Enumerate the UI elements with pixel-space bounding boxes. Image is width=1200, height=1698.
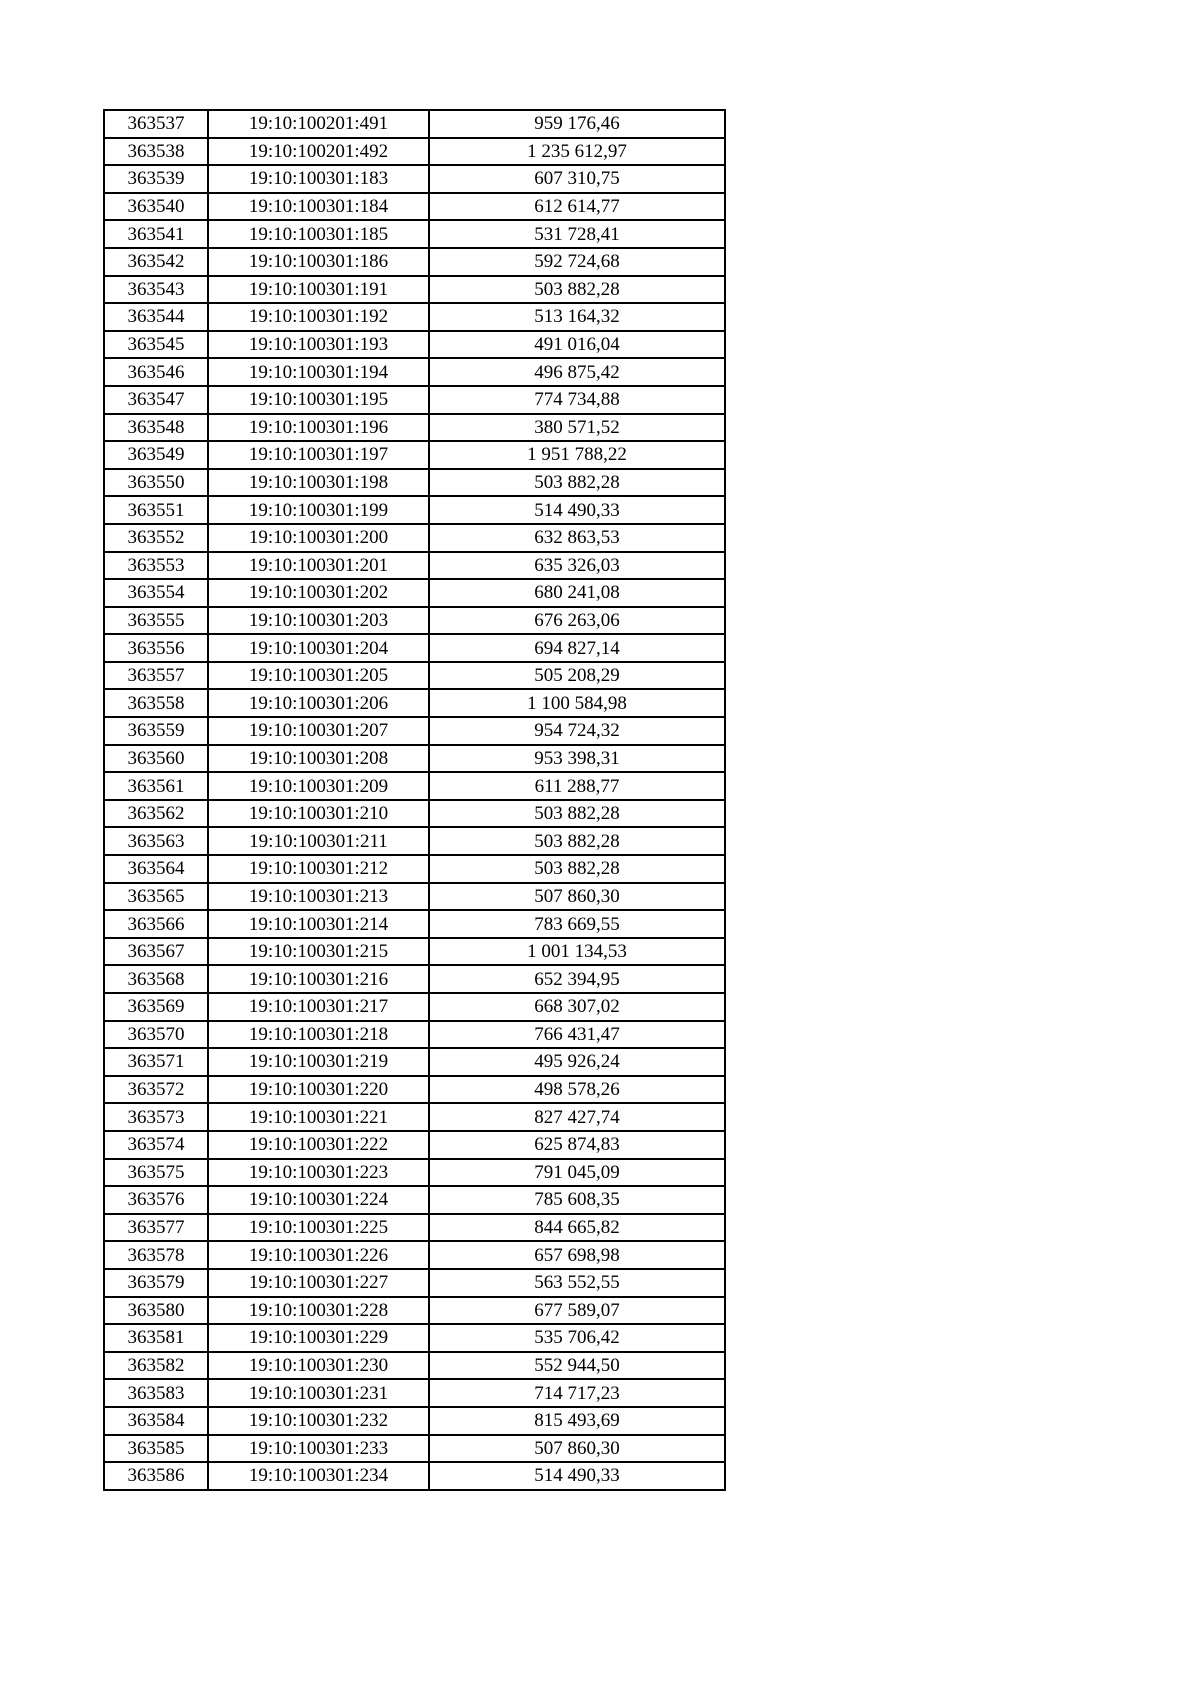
- row-number-cell: 363561: [104, 772, 208, 800]
- cadastral-number-cell: 19:10:100301:234: [208, 1462, 429, 1490]
- cadastral-number-cell: 19:10:100301:215: [208, 938, 429, 966]
- cadastral-value-cell: 844 665,82: [429, 1214, 725, 1242]
- cadastral-value-cell: 563 552,55: [429, 1269, 725, 1297]
- row-number-cell: 363581: [104, 1324, 208, 1352]
- row-number-cell: 363538: [104, 138, 208, 166]
- cadastral-value-cell: 535 706,42: [429, 1324, 725, 1352]
- row-number-cell: 363575: [104, 1159, 208, 1187]
- cadastral-number-cell: 19:10:100301:193: [208, 331, 429, 359]
- cadastral-number-cell: 19:10:100301:211: [208, 827, 429, 855]
- row-number-cell: 363546: [104, 358, 208, 386]
- table-row: [104, 827, 725, 855]
- cadastral-value-cell: 495 926,24: [429, 1048, 725, 1076]
- table-row: [104, 331, 725, 359]
- row-number-cell: 363574: [104, 1131, 208, 1159]
- table-row: [104, 1297, 725, 1325]
- cadastral-number-cell: 19:10:100301:221: [208, 1103, 429, 1131]
- row-number-cell: 363572: [104, 1076, 208, 1104]
- row-number-cell: 363544: [104, 303, 208, 331]
- cadastral-value-cell: 959 176,46: [429, 110, 725, 138]
- table-row: [104, 772, 725, 800]
- table-row: [104, 1352, 725, 1380]
- table-row: [104, 993, 725, 1021]
- row-number-cell: 363565: [104, 883, 208, 911]
- table-row: [104, 414, 725, 442]
- row-number-cell: 363562: [104, 800, 208, 828]
- cadastral-number-cell: 19:10:100301:233: [208, 1435, 429, 1463]
- cadastral-value-cell: 774 734,88: [429, 386, 725, 414]
- cadastral-value-cell: 635 326,03: [429, 552, 725, 580]
- cadastral-number-cell: 19:10:100301:216: [208, 965, 429, 993]
- cadastral-value-cell: 1 100 584,98: [429, 689, 725, 717]
- cadastral-value-cell: 496 875,42: [429, 358, 725, 386]
- cadastral-value-cell: 680 241,08: [429, 579, 725, 607]
- table-row: [104, 1159, 725, 1187]
- table-row: [104, 248, 725, 276]
- table-row: [104, 1021, 725, 1049]
- row-number-cell: 363545: [104, 331, 208, 359]
- table-row: [104, 165, 725, 193]
- cadastral-number-cell: 19:10:100301:213: [208, 883, 429, 911]
- cadastral-number-cell: 19:10:100301:186: [208, 248, 429, 276]
- cadastral-number-cell: 19:10:100301:219: [208, 1048, 429, 1076]
- table-row: [104, 441, 725, 469]
- row-number-cell: 363551: [104, 496, 208, 524]
- row-number-cell: 363550: [104, 469, 208, 497]
- row-number-cell: 363548: [104, 414, 208, 442]
- cadastral-number-cell: 19:10:100301:222: [208, 1131, 429, 1159]
- table-row: [104, 800, 725, 828]
- cadastral-value-cell: 652 394,95: [429, 965, 725, 993]
- cadastral-value-cell: 714 717,23: [429, 1379, 725, 1407]
- table-row: [104, 717, 725, 745]
- cadastral-value-cell: 507 860,30: [429, 1435, 725, 1463]
- cadastral-value-cell: 514 490,33: [429, 1462, 725, 1490]
- cadastral-value-cell: 514 490,33: [429, 496, 725, 524]
- cadastral-number-cell: 19:10:100301:229: [208, 1324, 429, 1352]
- cadastral-number-cell: 19:10:100301:201: [208, 552, 429, 580]
- cadastral-value-cell: 668 307,02: [429, 993, 725, 1021]
- row-number-cell: 363582: [104, 1352, 208, 1380]
- cadastral-value-cell: 1 951 788,22: [429, 441, 725, 469]
- table-row: [104, 1324, 725, 1352]
- cadastral-number-cell: 19:10:100301:203: [208, 607, 429, 635]
- table-row: [104, 1186, 725, 1214]
- cadastral-number-cell: 19:10:100301:225: [208, 1214, 429, 1242]
- row-number-cell: 363570: [104, 1021, 208, 1049]
- table-row: [104, 579, 725, 607]
- table-row: [104, 138, 725, 166]
- row-number-cell: 363554: [104, 579, 208, 607]
- row-number-cell: 363578: [104, 1241, 208, 1269]
- table-row: [104, 386, 725, 414]
- row-number-cell: 363564: [104, 855, 208, 883]
- cadastral-number-cell: 19:10:100201:491: [208, 110, 429, 138]
- cadastral-value-cell: 694 827,14: [429, 634, 725, 662]
- cadastral-value-cell: 531 728,41: [429, 220, 725, 248]
- row-number-cell: 363556: [104, 634, 208, 662]
- row-number-cell: 363567: [104, 938, 208, 966]
- row-number-cell: 363542: [104, 248, 208, 276]
- table-row: [104, 358, 725, 386]
- table-row: [104, 1435, 725, 1463]
- cadastral-number-cell: 19:10:100301:210: [208, 800, 429, 828]
- cadastral-number-cell: 19:10:100301:208: [208, 745, 429, 773]
- table-row: [104, 496, 725, 524]
- table-row: [104, 276, 725, 304]
- cadastral-number-cell: 19:10:100301:224: [208, 1186, 429, 1214]
- row-number-cell: 363569: [104, 993, 208, 1021]
- row-number-cell: 363584: [104, 1407, 208, 1435]
- cadastral-value-cell: 503 882,28: [429, 276, 725, 304]
- cadastral-value-cell: 676 263,06: [429, 607, 725, 635]
- cadastral-value-cell: 503 882,28: [429, 855, 725, 883]
- cadastral-value-cell: 632 863,53: [429, 524, 725, 552]
- cadastral-value-cell: 1 235 612,97: [429, 138, 725, 166]
- row-number-cell: 363555: [104, 607, 208, 635]
- row-number-cell: 363563: [104, 827, 208, 855]
- cadastral-number-cell: 19:10:100301:232: [208, 1407, 429, 1435]
- cadastral-value-cell: 677 589,07: [429, 1297, 725, 1325]
- cadastral-value-cell: 954 724,32: [429, 717, 725, 745]
- cadastral-number-cell: 19:10:100301:220: [208, 1076, 429, 1104]
- cadastral-number-cell: 19:10:100301:228: [208, 1297, 429, 1325]
- row-number-cell: 363576: [104, 1186, 208, 1214]
- table-row: [104, 689, 725, 717]
- cadastral-value-cell: 611 288,77: [429, 772, 725, 800]
- cadastral-number-cell: 19:10:100301:192: [208, 303, 429, 331]
- cadastral-value-cell: 507 860,30: [429, 883, 725, 911]
- cadastral-number-cell: 19:10:100301:202: [208, 579, 429, 607]
- cadastral-value-cell: 815 493,69: [429, 1407, 725, 1435]
- table-row: [104, 883, 725, 911]
- row-number-cell: 363553: [104, 552, 208, 580]
- row-number-cell: 363557: [104, 662, 208, 690]
- table-row: [104, 1076, 725, 1104]
- cadastral-value-cell: 503 882,28: [429, 469, 725, 497]
- cadastral-value-cell: 552 944,50: [429, 1352, 725, 1380]
- cadastral-value-cell: 503 882,28: [429, 800, 725, 828]
- row-number-cell: 363559: [104, 717, 208, 745]
- row-number-cell: 363585: [104, 1435, 208, 1463]
- table-row: [104, 110, 725, 138]
- cadastral-number-cell: 19:10:100301:184: [208, 193, 429, 221]
- cadastral-value-cell: 503 882,28: [429, 827, 725, 855]
- cadastral-number-cell: 19:10:100301:217: [208, 993, 429, 1021]
- row-number-cell: 363540: [104, 193, 208, 221]
- row-number-cell: 363579: [104, 1269, 208, 1297]
- table-row: [104, 193, 725, 221]
- cadastral-value-cell: 766 431,47: [429, 1021, 725, 1049]
- cadastral-number-cell: 19:10:100201:492: [208, 138, 429, 166]
- row-number-cell: 363566: [104, 910, 208, 938]
- cadastral-value-cell: 380 571,52: [429, 414, 725, 442]
- cadastral-value-cell: 498 578,26: [429, 1076, 725, 1104]
- row-number-cell: 363586: [104, 1462, 208, 1490]
- cadastral-value-cell: 785 608,35: [429, 1186, 725, 1214]
- cadastral-value-cell: 505 208,29: [429, 662, 725, 690]
- cadastral-value-cell: 625 874,83: [429, 1131, 725, 1159]
- table-row: [104, 220, 725, 248]
- table-row: [104, 662, 725, 690]
- row-number-cell: 363583: [104, 1379, 208, 1407]
- table-row: [104, 303, 725, 331]
- cadastral-number-cell: 19:10:100301:205: [208, 662, 429, 690]
- table-row: [104, 1462, 725, 1490]
- row-number-cell: 363571: [104, 1048, 208, 1076]
- cadastral-number-cell: 19:10:100301:197: [208, 441, 429, 469]
- row-number-cell: 363552: [104, 524, 208, 552]
- table-row: [104, 1214, 725, 1242]
- row-number-cell: 363560: [104, 745, 208, 773]
- row-number-cell: 363573: [104, 1103, 208, 1131]
- cadastral-value-table: [103, 109, 726, 1491]
- row-number-cell: 363558: [104, 689, 208, 717]
- table-row: [104, 607, 725, 635]
- cadastral-number-cell: 19:10:100301:198: [208, 469, 429, 497]
- table-row: [104, 965, 725, 993]
- table-row: [104, 910, 725, 938]
- cadastral-value-cell: 827 427,74: [429, 1103, 725, 1131]
- row-number-cell: 363549: [104, 441, 208, 469]
- cadastral-number-cell: 19:10:100301:195: [208, 386, 429, 414]
- cadastral-number-cell: 19:10:100301:209: [208, 772, 429, 800]
- table-row: [104, 1379, 725, 1407]
- cadastral-number-cell: 19:10:100301:204: [208, 634, 429, 662]
- table-row: [104, 1407, 725, 1435]
- cadastral-value-cell: 491 016,04: [429, 331, 725, 359]
- table-body: [104, 110, 725, 1490]
- cadastral-number-cell: 19:10:100301:207: [208, 717, 429, 745]
- cadastral-value-cell: 657 698,98: [429, 1241, 725, 1269]
- row-number-cell: 363541: [104, 220, 208, 248]
- cadastral-number-cell: 19:10:100301:206: [208, 689, 429, 717]
- row-number-cell: 363539: [104, 165, 208, 193]
- cadastral-value-cell: 791 045,09: [429, 1159, 725, 1187]
- row-number-cell: 363543: [104, 276, 208, 304]
- cadastral-number-cell: 19:10:100301:194: [208, 358, 429, 386]
- table-row: [104, 469, 725, 497]
- cadastral-number-cell: 19:10:100301:231: [208, 1379, 429, 1407]
- cadastral-value-cell: 612 614,77: [429, 193, 725, 221]
- table-row: [104, 552, 725, 580]
- table-row: [104, 745, 725, 773]
- row-number-cell: 363568: [104, 965, 208, 993]
- row-number-cell: 363547: [104, 386, 208, 414]
- table-row: [104, 524, 725, 552]
- table-row: [104, 1131, 725, 1159]
- cadastral-number-cell: 19:10:100301:230: [208, 1352, 429, 1380]
- cadastral-number-cell: 19:10:100301:212: [208, 855, 429, 883]
- row-number-cell: 363577: [104, 1214, 208, 1242]
- row-number-cell: 363580: [104, 1297, 208, 1325]
- cadastral-number-cell: 19:10:100301:214: [208, 910, 429, 938]
- cadastral-number-cell: 19:10:100301:185: [208, 220, 429, 248]
- cadastral-number-cell: 19:10:100301:223: [208, 1159, 429, 1187]
- cadastral-number-cell: 19:10:100301:196: [208, 414, 429, 442]
- cadastral-number-cell: 19:10:100301:227: [208, 1269, 429, 1297]
- table-row: [104, 938, 725, 966]
- cadastral-number-cell: 19:10:100301:200: [208, 524, 429, 552]
- cadastral-number-cell: 19:10:100301:199: [208, 496, 429, 524]
- table-row: [104, 855, 725, 883]
- table-row: [104, 1048, 725, 1076]
- table-row: [104, 634, 725, 662]
- table-row: [104, 1103, 725, 1131]
- cadastral-number-cell: 19:10:100301:218: [208, 1021, 429, 1049]
- cadastral-value-cell: 1 001 134,53: [429, 938, 725, 966]
- cadastral-value-cell: 953 398,31: [429, 745, 725, 773]
- table-row: [104, 1241, 725, 1269]
- cadastral-value-cell: 783 669,55: [429, 910, 725, 938]
- cadastral-value-cell: 513 164,32: [429, 303, 725, 331]
- cadastral-number-cell: 19:10:100301:191: [208, 276, 429, 304]
- cadastral-number-cell: 19:10:100301:183: [208, 165, 429, 193]
- table-row: [104, 1269, 725, 1297]
- cadastral-value-cell: 592 724,68: [429, 248, 725, 276]
- row-number-cell: 363537: [104, 110, 208, 138]
- cadastral-number-cell: 19:10:100301:226: [208, 1241, 429, 1269]
- cadastral-value-cell: 607 310,75: [429, 165, 725, 193]
